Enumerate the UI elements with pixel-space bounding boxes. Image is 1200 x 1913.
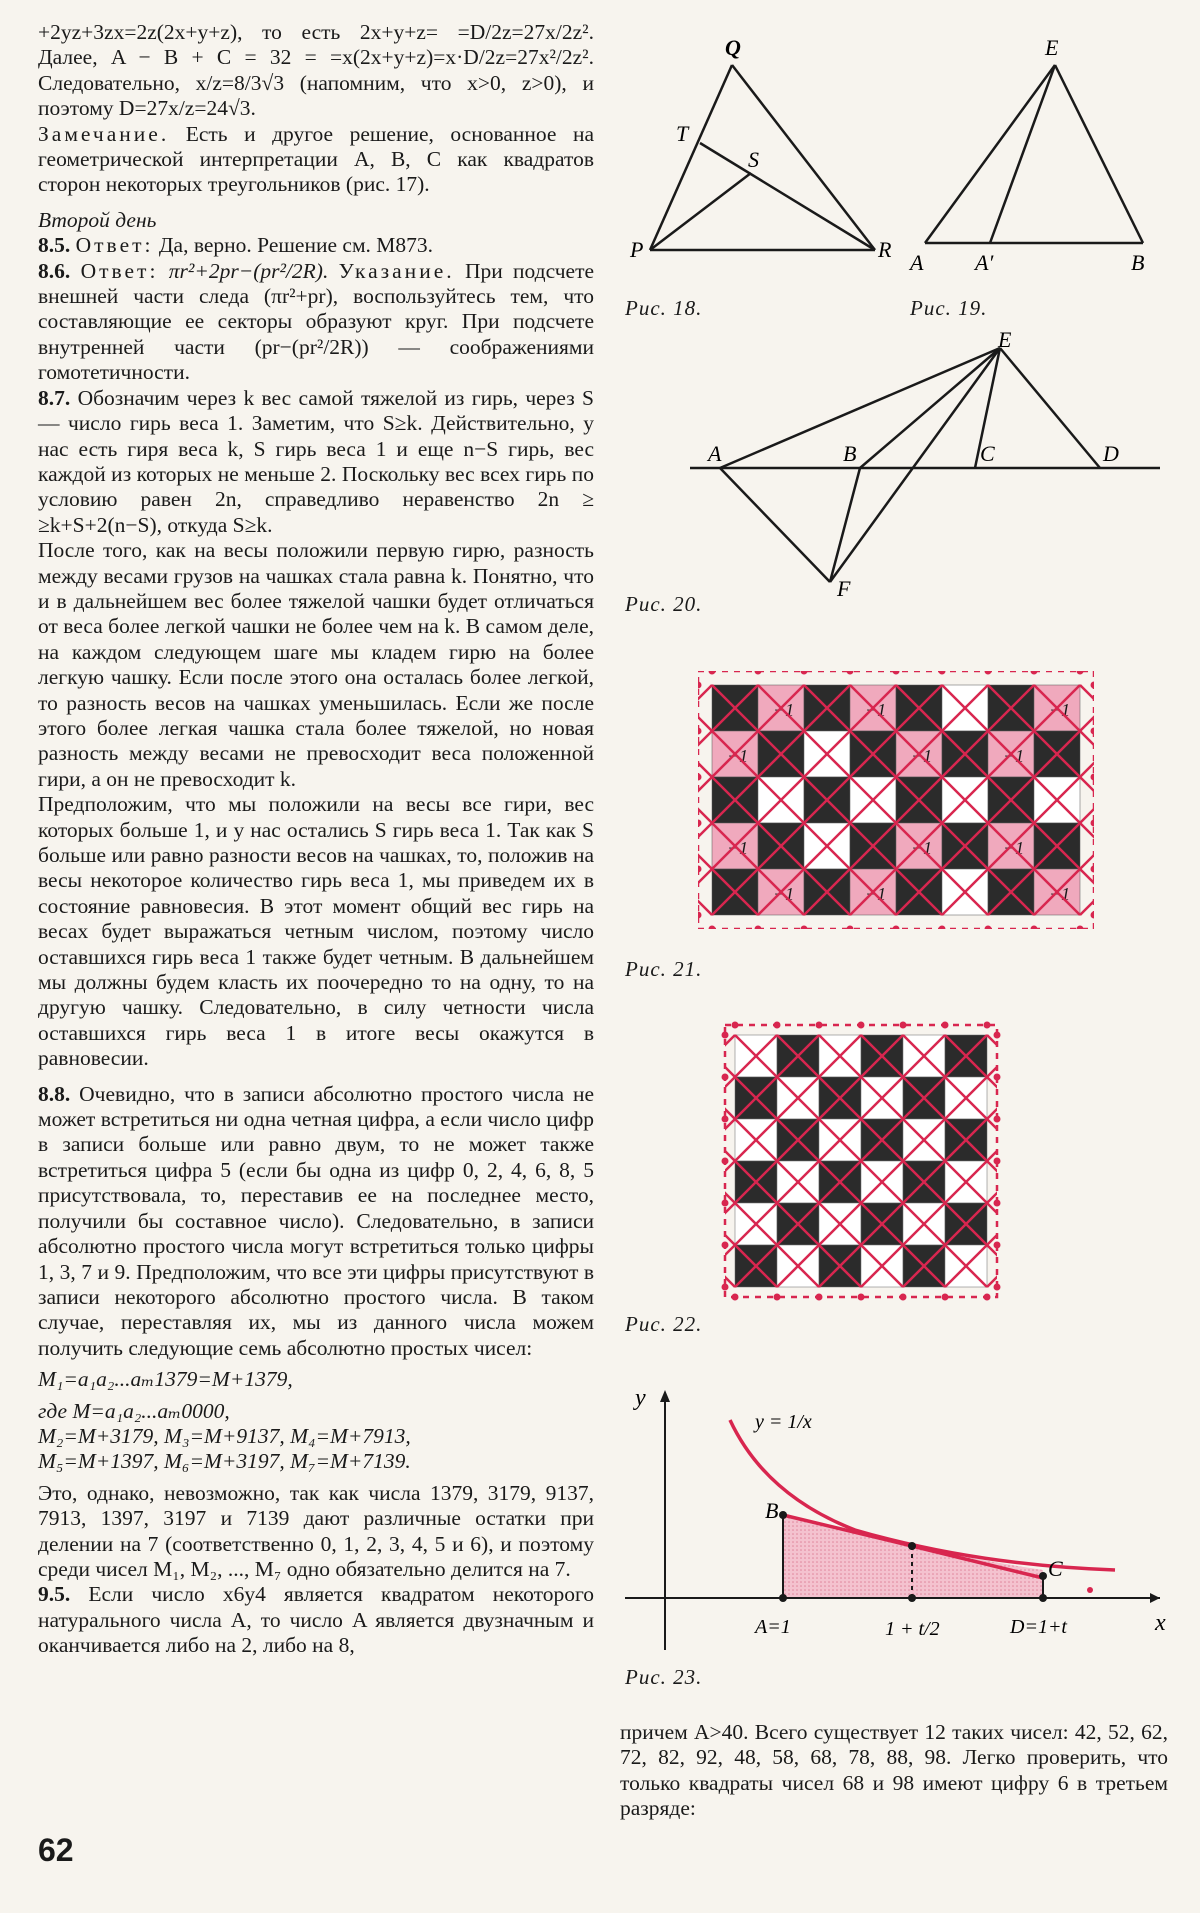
border-dot xyxy=(722,1032,729,1039)
cell-label-minus-one: −1 xyxy=(911,746,933,766)
label-c: C xyxy=(1048,1556,1063,1581)
border-dot xyxy=(984,1294,991,1301)
tick-mid: 1 + t/2 xyxy=(885,1618,940,1640)
border-dot xyxy=(732,1022,739,1029)
problem-text: Обозначим через k вес самой тяжелой из гирь, через S — число гирь веса 1. Заметим, что S≥k. Действительно, у нас есть гиря веса k, S гирь веса 1 и еще n−S гирь, вес каждой из которых не меньше 2. Поскольку вес всех гирь по условию равен 2n, справедливо неравенство 2n ≥ ≥k+S+2(n−S), откуда S≥k. xyxy=(38,385,595,537)
label-p: P xyxy=(630,237,644,262)
border-dot xyxy=(994,1074,1001,1081)
figure-23 xyxy=(615,1380,1175,1680)
answer-label: Ответ: xyxy=(75,233,154,258)
label-b: B xyxy=(765,1498,779,1523)
label-b: B xyxy=(1131,250,1145,275)
label-e: E xyxy=(1045,35,1059,60)
formula-m5-m7: M₅=M+1397, M₆=M+3197, M₇=M+7139. xyxy=(38,1449,411,1474)
problem-text: Очевидно, что в записи абсолютно простого числа не может встретиться ни одна четная цифра, а если число цифр в записи больше или равно двум, то не может также встретиться цифра 5 (если бы одна из цифр 0, 2, 4, 6, 8, 5 присутствовала, то, переставив ее на последнее место, получили бы составное число). Следовательно, в записи абсолютно простого числа могут встретиться только цифры 1, 3, 7 и 9. Предположим, что все эти цифры присутствуют в записи некоторого абсолютно простого числа. В таком случае, переставляя их, мы из данного числа можем получить следующие семь абсолютно простых чисел: xyxy=(38,1081,595,1360)
point-d xyxy=(1039,1594,1047,1602)
label-e: E xyxy=(998,330,1012,352)
label-q: Q xyxy=(725,35,741,60)
problem-number: 8.6. xyxy=(38,258,71,283)
label-t: T xyxy=(676,121,689,146)
y-axis-arrow-icon xyxy=(660,1390,670,1402)
border-dot xyxy=(774,1294,781,1301)
answer-text: Да, верно. Решение см. М873. xyxy=(158,233,434,258)
problem-number: 9.5. xyxy=(38,1582,71,1607)
formula-m2-m4: M₂=M+3179, M₃=M+9137, M₄=M+7913, xyxy=(38,1423,411,1448)
border-dot xyxy=(994,1200,1001,1207)
label-f: F xyxy=(837,576,851,600)
problem-text: Если число x6y4 является квадратом некоторого натурального числа A, то число A является двузначным и оканчивается либо на 2, либо на 8, xyxy=(38,1582,594,1658)
border-dot xyxy=(900,1294,907,1301)
hint-label: Указание. xyxy=(338,258,455,283)
point-a xyxy=(779,1594,787,1602)
problem-8-5 xyxy=(38,233,594,258)
cell-label-minus-one: −1 xyxy=(865,884,887,904)
figure-20-lines xyxy=(690,348,1160,582)
problem-number: 8.5. xyxy=(38,233,71,258)
figure-21 xyxy=(690,650,1130,950)
problem-number: 8.8. xyxy=(38,1081,71,1106)
label-d: D xyxy=(1103,441,1119,466)
border-dot xyxy=(816,1022,823,1029)
border-dot xyxy=(722,1284,729,1291)
border-dot xyxy=(722,1116,729,1123)
problem-8-7 xyxy=(38,386,594,538)
problem-8-8-paragraph-2: Это, однако, невозможно, так как числа 1379, 3179, 9137, 7913, 1397, 3197 и 7139 дают различные остатки при делении на 7 (соответственно 0, 1, 2, 3, 4, 5 и 6), и поэтому среди чисел M₁, M₂, ..., M₇ одно обязательно делится на 7. xyxy=(38,1480,594,1581)
border-dot xyxy=(722,1074,729,1081)
remark-label: Замечание. xyxy=(38,121,170,146)
border-dot xyxy=(994,1116,1001,1123)
paragraph-solution-end: +2yz+3zx=2z(2x+y+z), то есть 2x+y+z= =D/2z=27x/2z². Далее, A − B + C = 32 = =x(2x+y+z)=x·D/2z=27x²/2z². Следовательно, x/z=8/3√3 (напомним, что x>0, z>0), и поэтому D=27x/z=24√3. xyxy=(38,20,594,121)
figure-22 xyxy=(710,1010,1010,1310)
paragraph-continued: причем A>40. Всего существует 12 таких чисел: 42, 52, 62, 72, 82, 92, 48, 58, 68, 78, 88, 98. Легко проверить, что только квадраты чисел 68 и 98 имеют цифру 6 в третьем разряде: xyxy=(620,1720,1168,1821)
right-column-text xyxy=(620,1720,1168,1822)
day2-heading: Второй день xyxy=(38,207,157,232)
border-dot xyxy=(732,1294,739,1301)
border-dot xyxy=(816,1294,823,1301)
triangle-eab xyxy=(925,65,1143,243)
label-a: A xyxy=(708,441,722,466)
caption-fig-18: Рис. 18. xyxy=(625,296,703,320)
problem-number: 8.7. xyxy=(38,385,71,410)
border-dot xyxy=(858,1022,865,1029)
problem-8-8 xyxy=(38,1082,594,1361)
formula-m-where: где M=a₁a₂...aₘ0000, xyxy=(38,1398,230,1423)
border-dot xyxy=(994,1242,1001,1249)
caption-fig-20: Рис. 20. xyxy=(625,592,703,616)
formula-y-equals-1-over-x: y = 1/x xyxy=(755,1411,812,1433)
problem-9-5 xyxy=(38,1582,594,1658)
answer-label: Ответ: xyxy=(80,258,159,283)
border-dot xyxy=(722,1200,729,1207)
page-number: 62 xyxy=(38,1832,74,1868)
border-dot xyxy=(774,1022,781,1029)
label-x: x xyxy=(1155,1610,1166,1636)
cell-label-minus-one: −1 xyxy=(1049,884,1071,904)
cell-label-minus-one: −1 xyxy=(865,700,887,720)
problem-8-7-paragraph-2: После того, как на весы положили первую гирю, разность между весами грузов на чашках стала равна k. Понятно, что и в дальнейшем вес более тяжелой чашки будет отличаться от веса более легкой чашки не более чем на k. В самом деле, на каждом следующем шаге мы кладем гирю на более легкую чашку. Если после этого она осталась более легкой, то разность весов на чашках уменьшилась. Если же после этого более легкая чашка стала более тяжелой, но новая разность между весами не превосходит веса положенной гири, а он не превосходит k. xyxy=(38,538,594,791)
answer-formula: πr²+2pr−(pr²/2R). xyxy=(168,258,329,283)
cell-label-minus-one: −1 xyxy=(727,746,749,766)
cell-label-minus-one: −1 xyxy=(1003,838,1025,858)
label-y: y xyxy=(635,1385,646,1411)
x-axis-arrow-icon xyxy=(1150,1593,1160,1603)
cell-label-minus-one: −1 xyxy=(773,700,795,720)
caption-fig-23: Рис. 23. xyxy=(625,1665,703,1689)
triangle-pqr xyxy=(650,65,875,250)
tick-d: D=1+t xyxy=(1010,1616,1067,1638)
cell-label-minus-one: −1 xyxy=(773,884,795,904)
point-mid xyxy=(908,1594,916,1602)
caption-fig-22: Рис. 22. xyxy=(625,1312,703,1336)
label-b: B xyxy=(843,441,857,466)
label-c: C xyxy=(980,441,995,466)
border-dot xyxy=(858,1294,865,1301)
border-dot xyxy=(994,1158,1001,1165)
point-c xyxy=(1039,1572,1047,1580)
border-dot xyxy=(994,1032,1001,1039)
figure-18 xyxy=(620,25,900,265)
figure-20 xyxy=(680,330,1160,600)
problem-8-7-paragraph-3: Предположим, что мы положили на весы все гири, вес которых больше 1, и у нас остались S гирь веса 1. Так как S больше или равно разности весов на чашках, то, положив на весы некоторое количество гирь веса 1, мы приведем их в состояние равновесия. В этот момент общий вес гирь на весах будет выражаться четным числом, поэтому число оставшихся гирь веса 1 также будет четным. В дальнейшем мы должны будем класть их поочередно то на одну, то на другую чашку. Следовательно, в силу четности числа оставшихся гирь веса 1 в итоге весы окажутся в равновесии. xyxy=(38,792,594,1071)
cell-label-minus-one: −1 xyxy=(1003,746,1025,766)
left-column xyxy=(38,20,594,1659)
cell-label-minus-one: −1 xyxy=(1049,700,1071,720)
label-s: S xyxy=(748,147,759,172)
cell-label-minus-one: −1 xyxy=(911,838,933,858)
border-dot xyxy=(722,1158,729,1165)
border-dot xyxy=(942,1022,949,1029)
point-mid-curve xyxy=(908,1542,916,1550)
hint-text: При подсчете внешней части следа (πr²+pr), воспользуйтесь тем, что составляющие ее секторы образуют круг. При подсчете внутренней части (pr−(pr²/2R)) — соображениями гомотетичности. xyxy=(38,258,595,385)
problem-8-6 xyxy=(38,259,594,386)
dot-marker xyxy=(1087,1587,1093,1593)
point-b xyxy=(779,1511,787,1519)
border-dot xyxy=(994,1284,1001,1291)
cell-label-minus-one: −1 xyxy=(727,838,749,858)
remark-text: Есть и другое решение, основанное на геометрической интерпретации A, B, C как квадратов сторон некоторых треугольников (рис. 17). xyxy=(38,121,594,197)
figure-19 xyxy=(905,25,1165,275)
formula-m1: M₁=a₁a₂...aₘ1379=M+1379, xyxy=(38,1367,293,1392)
label-a: A xyxy=(910,250,924,275)
caption-fig-21: Рис. 21. xyxy=(625,957,703,981)
tick-a: A=1 xyxy=(755,1616,791,1638)
caption-fig-19: Рис. 19. xyxy=(910,296,988,320)
border-dot xyxy=(984,1022,991,1029)
label-r: R xyxy=(878,237,892,262)
label-a-prime: A′ xyxy=(975,250,994,275)
border-dot xyxy=(900,1022,907,1029)
border-dot xyxy=(722,1242,729,1249)
border-dot xyxy=(942,1294,949,1301)
remark-paragraph xyxy=(38,122,594,198)
